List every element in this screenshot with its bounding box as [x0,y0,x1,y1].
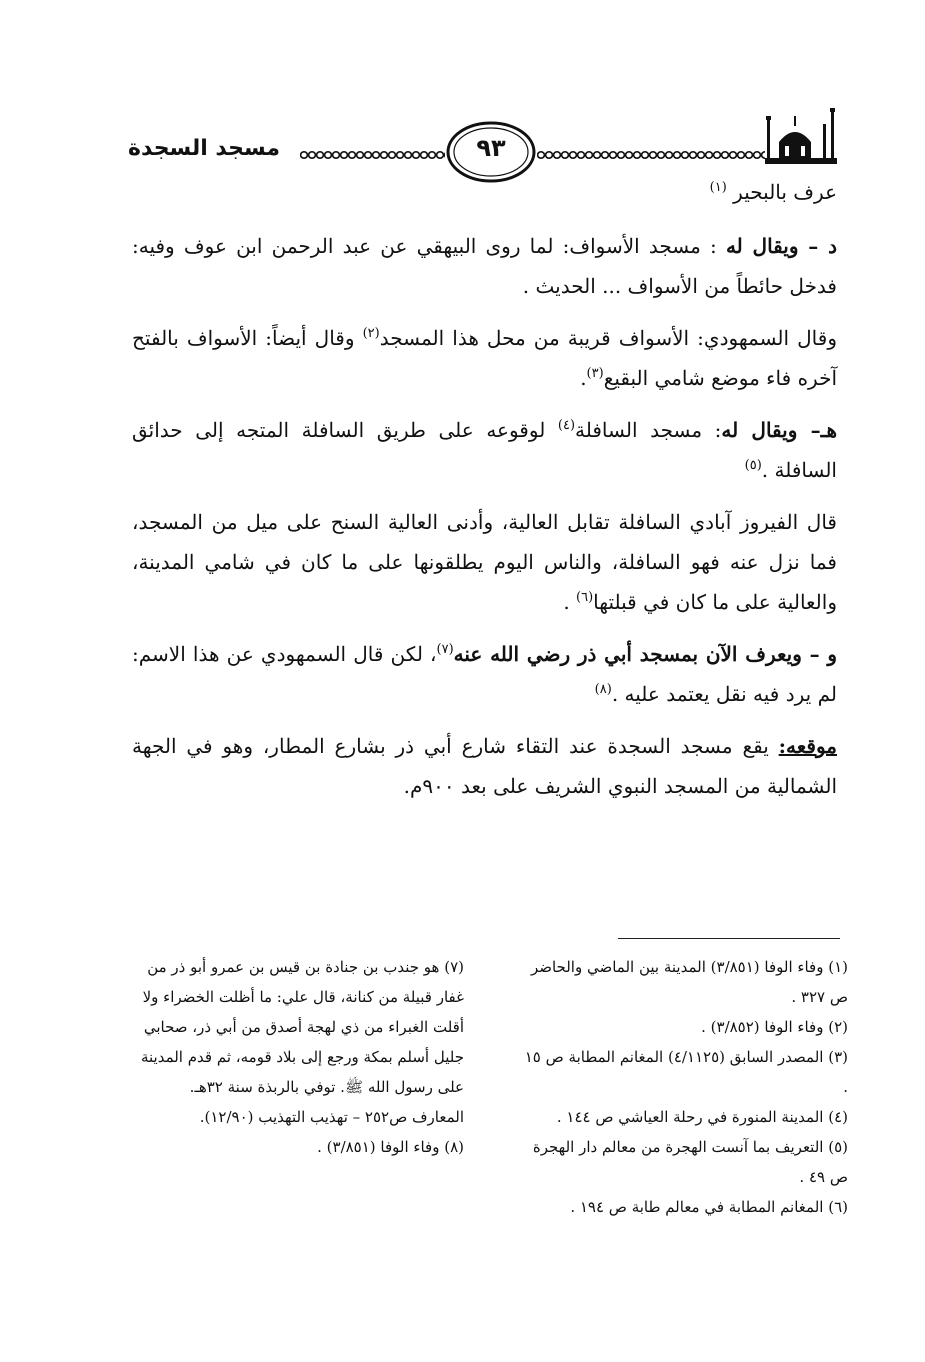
paragraph-location: موقعه: يقع مسجد السجدة عند التقاء شارع أبي ذر بشارع المطار، وهو في الجهة الشمالية من المسجد النبوي الشريف على بعد ٩٠٠م. [132,734,838,798]
footnote-ref: (٦) [576,590,594,605]
main-text [132,172,837,818]
section-label: هـ– ويقال له [721,418,837,442]
footnote-divider [618,938,840,939]
paragraph-firuzabadi: قال الفيروز آبادي السافلة تقابل العالية، وأدنى العالية السنح على ميل من المسجد، فما نزل عنه فهو السافلة، والناس اليوم يطلقونها على ما كان في شامي المدينة، والعالية على ما كان في قبلتها$^{(٦)}$ . [132,510,837,614]
footnote-ref: (٢) [362,326,380,341]
footnote-item: (١) وفاء الوفا (٣/٨٥١) المدينة بين الماضي والحاضر ص ٣٢٧ . [530,958,848,1006]
footnote-ref: (٤) [557,418,576,433]
footnote-item: (٣) المصدر السابق (٤/١١٢٥) المغانم المطابة ص ١٥ . [524,1048,848,1096]
paragraph-w: و – ويعرف الآن بمسجد أبي ذر رضي الله عنه$^{(٧)}$، لكن قال السمهودي عن هذا الاسم: لم يرد فيه نقل يعتمد عليه .$^{(٨)}$ [132,642,837,706]
footnote-item: (٦) المغانم المطابة في معالم طابة ص ١٩٤ . [570,1198,848,1216]
footnote-ref: (٨) [594,682,612,697]
footnote-ref: (٥) [744,458,762,473]
section-label: د – ويقال له [725,234,838,258]
footnote-item: (٢) وفاء الوفا (٣/٨٥٢) . [701,1018,848,1036]
footnote-ref: (٣) [586,366,604,381]
footnote-item: (٧) هو جندب بن جنادة بن قيس بن عمرو أبو ذر من غفار قبيلة من كنانة، قال علي: ما أظلت الخضراء ولا أقلت الغبراء من ذي لهجة أصدق من أبي ذر، صحابي جليل أسلم بمكة ورجع إلى بلاد قومه، ثم قدم المدينة على رسول الله ﷺ. توفي بالربذة سنة ٣٢هـ. المعارف ص٢٥٢ – تهذيب التهذيب (١٢/٩٠). [140,958,464,1126]
mosque-icon [765,100,837,170]
page-number: ٩٣ [476,134,506,162]
paragraph-d: د – ويقال له : مسجد الأسواف: لما روى البيهقي عن عبد الرحمن ابن عوف وفيه: فدخل حائطاً من الأسواف ... الحديث . [132,234,838,298]
chain-ornament-icon [537,150,765,160]
footnotes-right-column [518,952,848,1222]
footnote-ref: (٧) [436,642,454,657]
chapter-title: مسجد السجدة [128,136,280,161]
opening-line: عرف بالبحير $^{(١)}$ [709,180,837,204]
footnote-ref: (١) [709,180,727,195]
footnote-item: (٨) وفاء الوفا (٣/٨٥١) . [317,1138,464,1156]
section-label: و – ويعرف الآن بمسجد أبي ذر رضي الله عنه [453,642,837,666]
paragraph-samhoudi: وقال السمهودي: الأسواف قريبة من محل هذا المسجد$^{(٢)}$ وقال أيضاً: الأسواف بالفتح آخره فاء موضع شامي البقيع$^{(٣)}$. [132,326,837,390]
paragraph-h: هـ– ويقال له: مسجد السافلة$^{(٤)}$ لوقوعه على طريق السافلة المتجه إلى حدائق السافلة .$^{(٥)}$ [132,418,837,482]
location-label: موقعه: [778,734,838,758]
footnotes-left-column [134,952,464,1162]
footnote-item: (٥) التعريف بما آنست الهجرة من معالم دار الهجرة ص ٤٩ . [532,1138,848,1186]
chain-ornament-icon [300,150,445,160]
footnote-item: (٤) المدينة المنورة في رحلة العياشي ص ١٤٤ . [556,1108,848,1126]
